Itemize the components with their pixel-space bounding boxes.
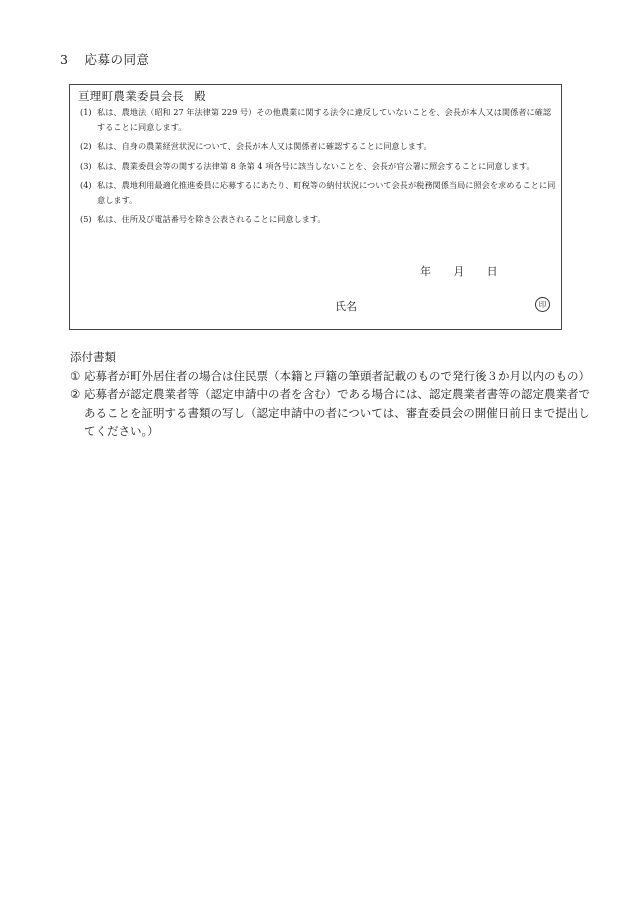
consent-item [80, 178, 558, 207]
item-text: 私は、自身の農業経営状況について、会長が本人又は関係者に確認することに同意します。 [97, 141, 432, 151]
section-heading [60, 50, 149, 68]
attachments-heading: 添付書類 [70, 350, 116, 364]
item-text: 私は、農地法（昭和 27 年法律第 229 号）その他農業に関する法令に違反していないことを、会長が本人又は関係者に確認することに同意します。 [97, 107, 552, 132]
signature-line [335, 298, 550, 314]
date-year-label: 年 [420, 265, 432, 278]
item-text: 私は、住所及び電話番号を除き公表されることに同意します。 [97, 214, 326, 224]
attachment-marker: ② [70, 387, 81, 402]
addressee-line [78, 88, 206, 104]
item-marker: (3) [80, 160, 92, 171]
seal-mark: 印 [535, 297, 550, 312]
attachment-marker: ① [70, 368, 81, 383]
consent-item [80, 159, 558, 174]
attachment-item [70, 385, 590, 441]
item-marker: (4) [80, 180, 92, 190]
consent-item [80, 105, 558, 134]
addressee: 亘理町農業委員会長 [78, 89, 185, 103]
item-marker: (5) [80, 214, 92, 224]
attachment-text: 応募者が認定農業者等（認定申請中の者を含む）である場合には、認定農業者書等の認定農業者であることを証明する書類の写し（認定申請中の者については、審査委員会の開催日前日まで提出してください。） [84, 387, 590, 439]
attachment-text: 応募者が町外居住者の場合は住民票（本籍と戸籍の筆頭者記載のもので発行後３か月以内のもの） [84, 368, 590, 383]
name-label: 氏名 [335, 300, 357, 313]
consent-item [80, 139, 558, 154]
item-text: 私は、農業委員会等の関する法律第 8 条第 4 項各号に該当しないことを、会長が官公署に照会することに同意します。 [97, 160, 535, 171]
item-marker: (1) [80, 107, 92, 117]
date-month-label: 月 [453, 265, 465, 278]
item-marker: (2) [80, 141, 92, 151]
honorific: 殿 [194, 89, 207, 103]
attachments-section [70, 348, 590, 441]
date-line [420, 263, 498, 279]
section-number: 3 [60, 52, 69, 67]
consent-item [80, 212, 558, 227]
consent-items [80, 105, 558, 232]
section-title: 応募の同意 [84, 52, 150, 67]
consent-box [69, 84, 562, 330]
attachment-item [70, 367, 590, 386]
item-text: 私は、農地利用最適化推進委員に応募するにあたり、町税等の納付状況について会長が税務関係当局に照会を求めることに同意します。 [97, 180, 556, 205]
date-day-label: 日 [486, 265, 498, 278]
